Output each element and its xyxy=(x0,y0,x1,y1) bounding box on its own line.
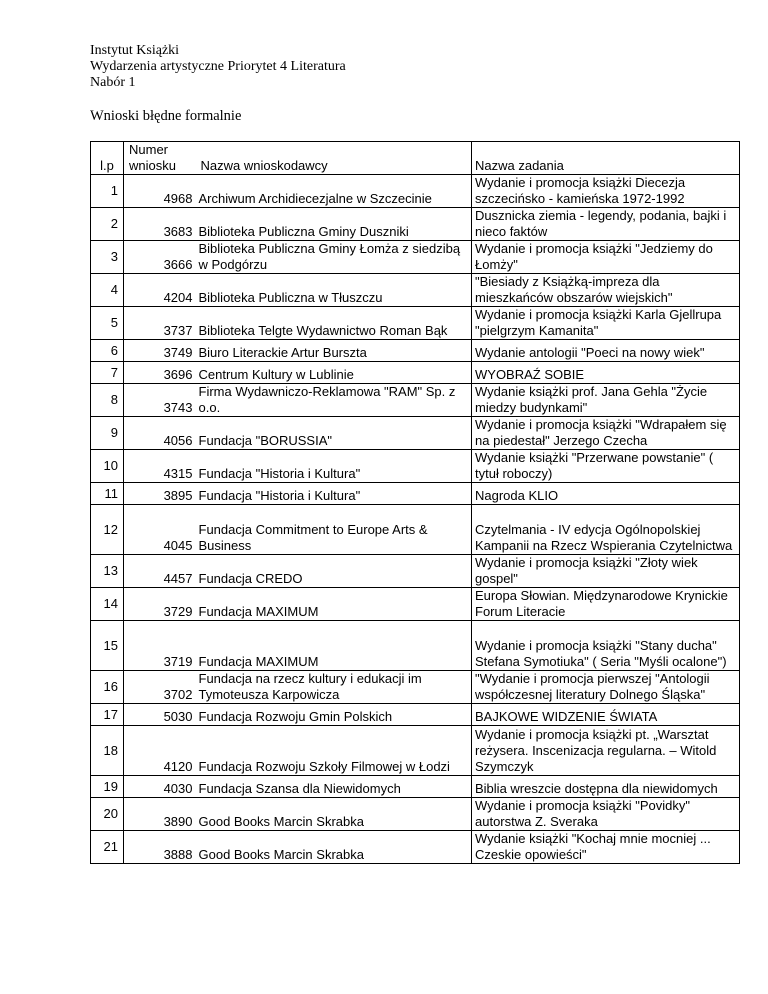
institution-name: Instytut Książki xyxy=(90,43,180,58)
row-application-number: 4204 xyxy=(163,290,193,305)
row-task-name: Wydanie antologii "Poeci na nowy wiek" xyxy=(472,340,740,362)
table-row xyxy=(91,274,740,307)
table-row xyxy=(91,776,740,798)
row-applicant-name: Biblioteka Telgte Wydawnictwo Roman Bąk xyxy=(197,307,472,340)
row-task-name: BAJKOWE WIDZENIE ŚWIATA xyxy=(472,704,740,726)
row-task-name: Wydanie i promocja książki "Wdrapałem się na piedestał" Jerzego Czecha xyxy=(472,417,740,450)
column-header-number xyxy=(124,142,197,175)
section-title: Wnioski błędne formalnie xyxy=(90,108,242,124)
row-application-number: 3683 xyxy=(163,224,193,239)
row-lp: 21 xyxy=(91,831,124,864)
row-applicant-name: Firma Wydawniczo-Reklamowa "RAM" Sp. z o.o. xyxy=(197,384,472,417)
table-row xyxy=(91,555,740,588)
row-application-number: 5030 xyxy=(163,709,193,724)
row-lp: 12 xyxy=(91,505,124,555)
row-applicant-name: Biblioteka Publiczna Gminy Duszniki xyxy=(197,208,472,241)
row-application-number: 3749 xyxy=(163,345,193,360)
row-application-number: 3702 xyxy=(163,687,193,702)
row-applicant-name: Fundacja "Historia i Kultura" xyxy=(197,450,472,483)
row-lp: 14 xyxy=(91,588,124,621)
row-applicant-name: Fundacja MAXIMUM xyxy=(197,588,472,621)
row-task-name: Wydanie i promocja książki "Złoty wiek gospel" xyxy=(472,555,740,588)
row-lp: 9 xyxy=(91,417,124,450)
table-row xyxy=(91,384,740,417)
column-header-task: Nazwa zadania xyxy=(472,142,740,175)
table-row xyxy=(91,726,740,776)
table-row xyxy=(91,704,740,726)
row-lp: 13 xyxy=(91,555,124,588)
table-row xyxy=(91,340,740,362)
row-lp: 2 xyxy=(91,208,124,241)
row-task-name: Wydanie książki "Kochaj mnie mocniej ... Czeskie opowieści" xyxy=(472,831,740,864)
row-task-name: Wydanie książki prof. Jana Gehla "Życie miedzy budynkami" xyxy=(472,384,740,417)
row-task-name: Wydanie i promocja książki Diecezja szczecińsko - kamieńska 1972-1992 xyxy=(472,175,740,208)
row-application-number: 4030 xyxy=(163,781,193,796)
row-application-number: 4968 xyxy=(163,191,193,206)
table-row xyxy=(91,621,740,671)
row-task-name: Wydanie i promocja książki "Stany ducha" Stefana Symotiuka" ( Seria "Myśli ocalone") xyxy=(472,621,740,671)
row-applicant-name: Fundacja MAXIMUM xyxy=(197,621,472,671)
row-task-name: Biblia wreszcie dostępna dla niewidomych xyxy=(472,776,740,798)
column-header-number-line2: wniosku xyxy=(129,158,176,173)
program-name: Wydarzenia artystyczne Priorytet 4 Literatura xyxy=(90,59,346,74)
table-row xyxy=(91,362,740,384)
document-header xyxy=(90,43,346,91)
row-applicant-name: Archiwum Archidiecezjalne w Szczecinie xyxy=(197,175,472,208)
column-header-number-line1: Numer xyxy=(129,142,169,157)
row-applicant-name: Fundacja "BORUSSIA" xyxy=(197,417,472,450)
row-applicant-name: Fundacja Szansa dla Niewidomych xyxy=(197,776,472,798)
row-application-number: 3737 xyxy=(163,323,193,338)
row-task-name: Wydanie i promocja książki pt. „Warsztat reżysera. Inscenizacja regularna. – Witold Szymczyk xyxy=(472,726,740,776)
applications-table xyxy=(90,141,740,864)
row-lp: 19 xyxy=(91,776,124,798)
row-application-number: 4056 xyxy=(163,433,193,448)
row-task-name: Wydanie i promocja książki "Povidky" autorstwa Z. Sveraka xyxy=(472,798,740,831)
row-applicant-name: Good Books Marcin Skrabka xyxy=(197,831,472,864)
table-body xyxy=(91,175,740,864)
row-application-number: 4120 xyxy=(163,759,193,774)
table-row xyxy=(91,588,740,621)
row-applicant-name: Fundacja na rzecz kultury i edukacji im Tymoteusza Karpowicza xyxy=(197,671,472,704)
row-lp: 4 xyxy=(91,274,124,307)
row-application-number: 3895 xyxy=(163,488,193,503)
row-application-number: 3890 xyxy=(163,814,193,829)
row-applicant-name: Biuro Literackie Artur Burszta xyxy=(197,340,472,362)
table-row xyxy=(91,175,740,208)
table-row xyxy=(91,483,740,505)
row-lp: 5 xyxy=(91,307,124,340)
row-applicant-name: Centrum Kultury w Lublinie xyxy=(197,362,472,384)
row-lp: 20 xyxy=(91,798,124,831)
row-application-number: 3888 xyxy=(163,847,193,862)
row-applicant-name: Biblioteka Publiczna Gminy Łomża z siedzibą w Podgórzu xyxy=(197,241,472,274)
table-row xyxy=(91,208,740,241)
table-row xyxy=(91,671,740,704)
row-lp: 17 xyxy=(91,704,124,726)
table-row xyxy=(91,307,740,340)
table-row xyxy=(91,505,740,555)
column-header-name: Nazwa wnioskodawcy xyxy=(197,142,472,175)
row-task-name: Wydanie i promocja książki Karla Gjellrupa "pielgrzym Kamanita" xyxy=(472,307,740,340)
row-task-name: Europa Słowian. Międzynarodowe Krynickie Forum Literacie xyxy=(472,588,740,621)
row-applicant-name: Fundacja CREDO xyxy=(197,555,472,588)
row-lp: 15 xyxy=(91,621,124,671)
recruitment-round: Nabór 1 xyxy=(90,75,136,90)
row-application-number: 3696 xyxy=(163,367,193,382)
row-task-name: Dusznicka ziemia - legendy, podania, bajki i nieco faktów xyxy=(472,208,740,241)
row-applicant-name: Fundacja Commitment to Europe Arts & Business xyxy=(197,505,472,555)
row-application-number: 3666 xyxy=(163,257,193,272)
row-lp: 16 xyxy=(91,671,124,704)
row-lp: 1 xyxy=(91,175,124,208)
row-task-name: "Biesiady z Książką-impreza dla mieszkańców obszarów wiejskich" xyxy=(472,274,740,307)
table-header-row xyxy=(91,142,740,175)
row-lp: 3 xyxy=(91,241,124,274)
row-applicant-name: Good Books Marcin Skrabka xyxy=(197,798,472,831)
table-row xyxy=(91,798,740,831)
row-lp: 6 xyxy=(91,340,124,362)
row-application-number: 3729 xyxy=(163,604,193,619)
row-application-number: 4457 xyxy=(163,571,193,586)
table-row xyxy=(91,241,740,274)
row-lp: 7 xyxy=(91,362,124,384)
row-applicant-name: Biblioteka Publiczna w Tłuszczu xyxy=(197,274,472,307)
row-task-name: Nagroda KLIO xyxy=(472,483,740,505)
table-row xyxy=(91,417,740,450)
table-row xyxy=(91,831,740,864)
row-lp: 18 xyxy=(91,726,124,776)
row-task-name: WYOBRAŹ SOBIE xyxy=(472,362,740,384)
row-task-name: Wydanie i promocja książki "Jedziemy do Łomży" xyxy=(472,241,740,274)
row-applicant-name: Fundacja Rozwoju Szkoły Filmowej w Łodzi xyxy=(197,726,472,776)
row-applicant-name: Fundacja "Historia i Kultura" xyxy=(197,483,472,505)
row-task-name: Czytelmania - IV edycja Ogólnopolskiej Kampanii na Rzecz Wspierania Czytelnictwa xyxy=(472,505,740,555)
row-application-number: 3743 xyxy=(163,400,193,415)
row-application-number: 4315 xyxy=(163,466,193,481)
column-header-lp: l.p xyxy=(91,142,124,175)
row-task-name: "Wydanie i promocja pierwszej "Antologii współczesnej literatury Dolnego Śląska" xyxy=(472,671,740,704)
row-lp: 10 xyxy=(91,450,124,483)
row-application-number: 3719 xyxy=(163,654,193,669)
row-applicant-name: Fundacja Rozwoju Gmin Polskich xyxy=(197,704,472,726)
row-lp: 8 xyxy=(91,384,124,417)
row-application-number: 4045 xyxy=(163,538,193,553)
table-row xyxy=(91,450,740,483)
row-lp: 11 xyxy=(91,483,124,505)
row-task-name: Wydanie książki "Przerwane powstanie" ( tytuł roboczy) xyxy=(472,450,740,483)
